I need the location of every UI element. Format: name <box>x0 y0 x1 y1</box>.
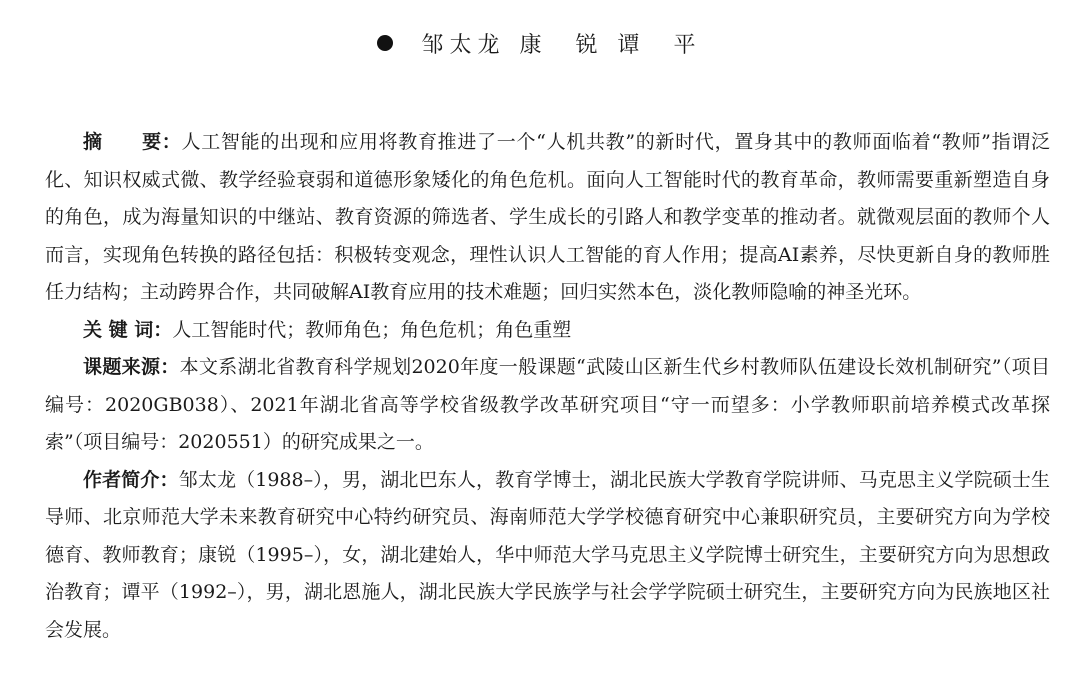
bullet-icon <box>377 35 393 51</box>
author-name: 邹太龙 <box>421 33 506 58</box>
abstract-paragraph <box>45 124 1050 312</box>
author-names <box>421 33 701 58</box>
author-bio-text: 邹太龙（1988–），男，湖北巴东人，教育学博士，湖北民族大学教育学院讲师、马克思主义学院硕士生导师、北京师范大学未来教育研究中心特约研究员、海南师范大学学校德育研究中心兼职研究员，主要研究方向为学校德育、教师教育；康锐（1995–），女，湖北建始人，华中师范大学马克思主义学院博士研究生，主要研究方向为思想政治教育；谭平（1992–），男，湖北恩施人，湖北民族大学民族学与社会学学院硕士研究生，主要研究方向为民族地区社会发展。 <box>45 468 1050 641</box>
author-bio-paragraph <box>45 462 1050 650</box>
keywords-label: 关 键 词： <box>83 318 173 341</box>
authors-line <box>0 26 1079 66</box>
author-name: 谭 平 <box>617 33 702 58</box>
article-front-matter <box>45 124 1050 649</box>
keywords-text: 人工智能时代；教师角色；角色危机；角色重塑 <box>172 318 572 341</box>
author-name: 康 锐 <box>519 33 604 58</box>
funding-label: 课题来源： <box>83 356 180 378</box>
keywords-paragraph <box>45 312 1050 350</box>
funding-paragraph <box>45 349 1050 462</box>
abstract-text: 人工智能的出现和应用将教育推进了一个“人机共教”的新时代，置身其中的教师面临着“教师”指谓泛化、知识权威式微、教学经验衰弱和道德形象矮化的角色危机。面向人工智能时代的教育革命，教师需要重新塑造自身的角色，成为海量知识的中继站、教育资源的筛选者、学生成长的引路人和教学变革的推动者。就微观层面的教师个人而言，实现角色转换的路径包括：积极转变观念，理性认识人工智能的育人作用；提高AI素养，尽快更新自身的教师胜任力结构；主动跨界合作，共同破解AI教育应用的技术难题；回归实然本色，淡化教师隐喻的神圣光环。 <box>45 131 1050 303</box>
abstract-label: 摘 要： <box>83 131 182 153</box>
author-bio-label: 作者简介： <box>83 468 179 491</box>
funding-text: 本文系湖北省教育科学规划2020年度一般课题“武陵山区新生代乡村教师队伍建设长效机制研究”（项目编号：2020GB038）、2021年湖北省高等学校省级教学改革研究项目“守一而望多：小学教师职前培养模式改革探索”（项目编号：2020551）的研究成果之一。 <box>45 356 1050 453</box>
